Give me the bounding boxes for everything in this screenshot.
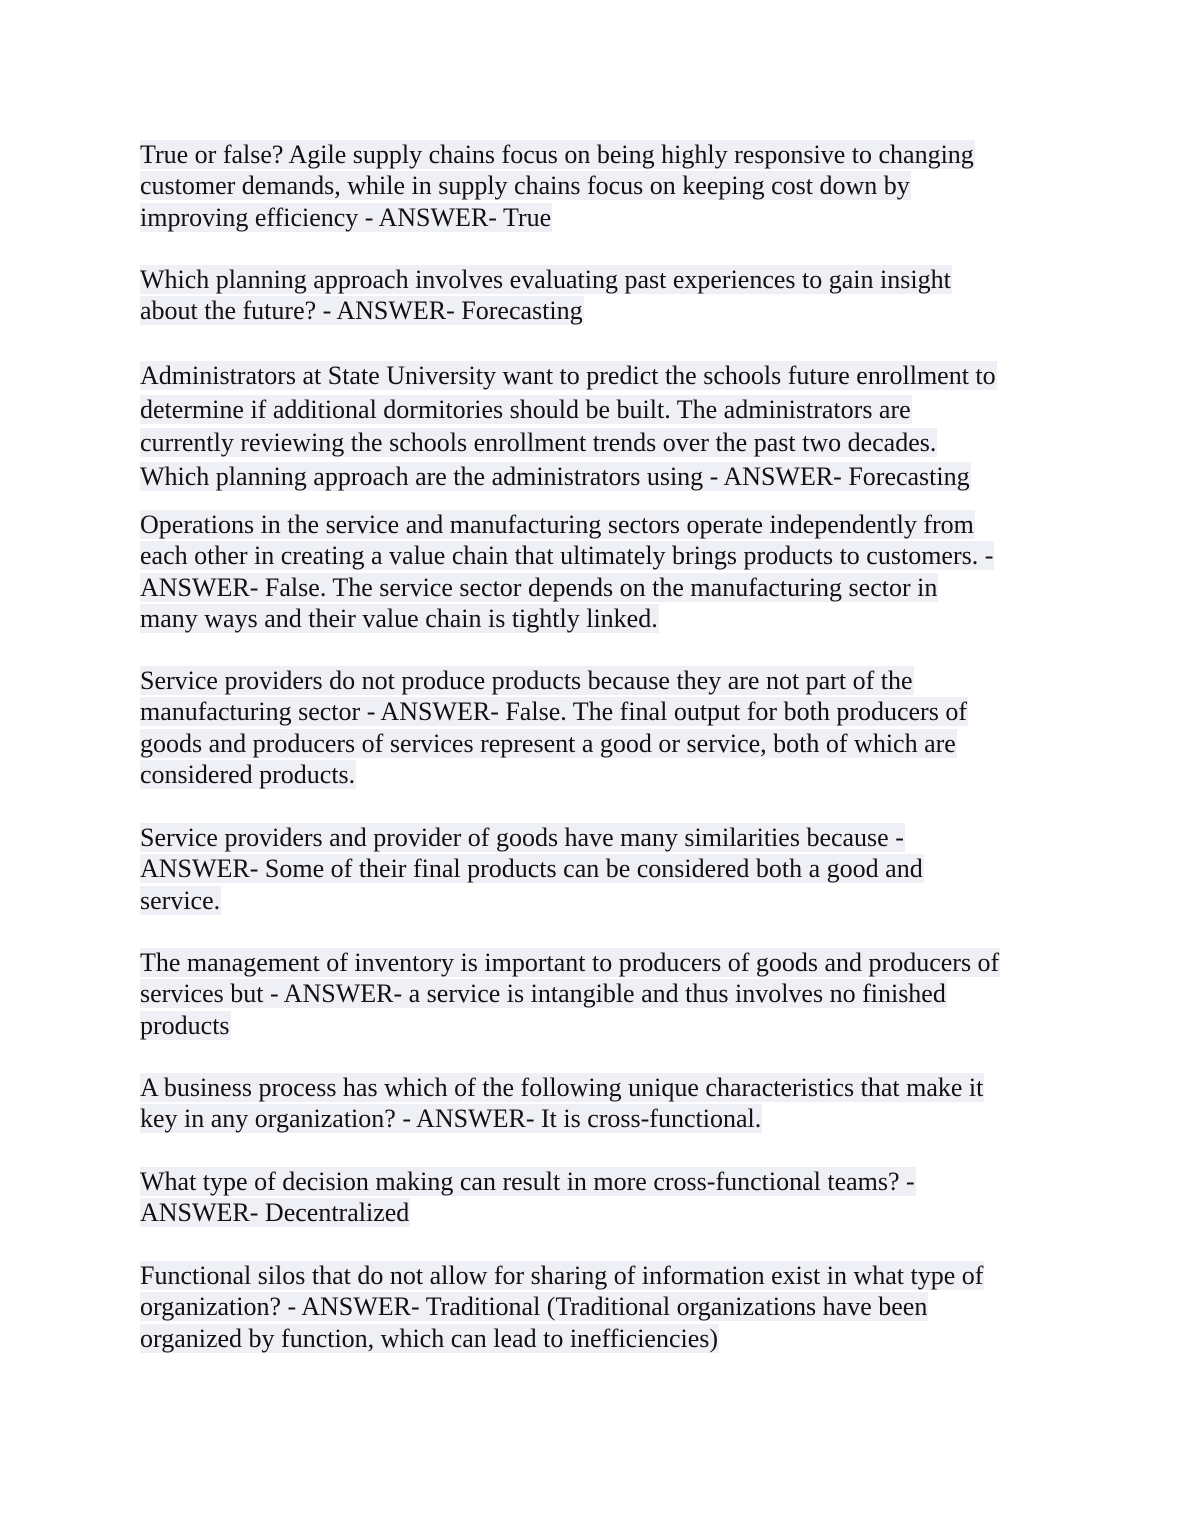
text-line: products (140, 1010, 230, 1040)
text-line: improving efficiency - ANSWER- True (140, 202, 552, 232)
text-line: Administrators at State University want to predict the schools future enrollment to (140, 361, 996, 390)
qa-item-service-goods-similarities (140, 822, 924, 916)
text-line: each other in creating a value chain that ultimately brings products to customers. - (140, 541, 994, 571)
text-line: about the future? - ANSWER- Forecasting (140, 296, 583, 326)
text-line: The management of inventory is important to producers of goods and producers of (140, 948, 1000, 977)
qa-item-service-providers-products (140, 665, 968, 791)
text-line: Service providers do not produce products because they are not part of the (140, 666, 913, 695)
text-line: service. (140, 885, 221, 915)
text-line: manufacturing sector - ANSWER- False. The final output for both producers of (140, 697, 967, 727)
text-line: organization? - ANSWER- Traditional (Traditional organizations have been (140, 1292, 928, 1322)
qa-item-functional-silos (140, 1260, 984, 1354)
text-line: ANSWER- Decentralized (140, 1198, 410, 1228)
qa-item-planning-approach (140, 264, 952, 327)
qa-item-agile-supply-chains (140, 139, 975, 233)
text-line: organized by function, which can lead to inefficiencies) (140, 1323, 719, 1353)
text-line: determine if additional dormitories should be built. The administrators are (140, 394, 911, 424)
text-line: True or false? Agile supply chains focus on being highly responsive to changing (140, 140, 974, 169)
text-line: ANSWER- False. The service sector depends on the manufacturing sector in (140, 572, 938, 602)
text-line: currently reviewing the schools enrollment trends over the past two decades. (140, 428, 937, 457)
qa-item-state-university (140, 359, 997, 493)
text-line: A business process has which of the following unique characteristics that make it (140, 1073, 984, 1102)
text-line: Which planning approach are the administrators using - ANSWER- Forecasting (140, 461, 970, 491)
qa-item-inventory-management (140, 947, 1000, 1041)
qa-item-service-manufacturing-operations (140, 509, 994, 635)
text-line: goods and producers of services represent a good or service, both of which are (140, 728, 956, 758)
text-line: considered products. (140, 760, 356, 790)
text-line: What type of decision making can result in more cross-functional teams? - (140, 1167, 915, 1196)
text-line: Operations in the service and manufacturing sectors operate independently from (140, 510, 974, 539)
text-line: customer demands, while in supply chains focus on keeping cost down by (140, 171, 910, 201)
text-line: ANSWER- Some of their final products can be considered both a good and (140, 854, 923, 884)
text-line: Service providers and provider of goods have many similarities because - (140, 823, 904, 852)
text-line: Which planning approach involves evaluating past experiences to gain insight (140, 265, 951, 294)
qa-item-business-process (140, 1072, 984, 1135)
text-line: Functional silos that do not allow for sharing of information exist in what type of (140, 1261, 984, 1290)
qa-item-decision-making (140, 1166, 916, 1229)
text-line: key in any organization? - ANSWER- It is cross-functional. (140, 1104, 762, 1134)
text-line: services but - ANSWER- a service is intangible and thus involves no finished (140, 979, 946, 1009)
text-line: many ways and their value chain is tightly linked. (140, 604, 658, 634)
